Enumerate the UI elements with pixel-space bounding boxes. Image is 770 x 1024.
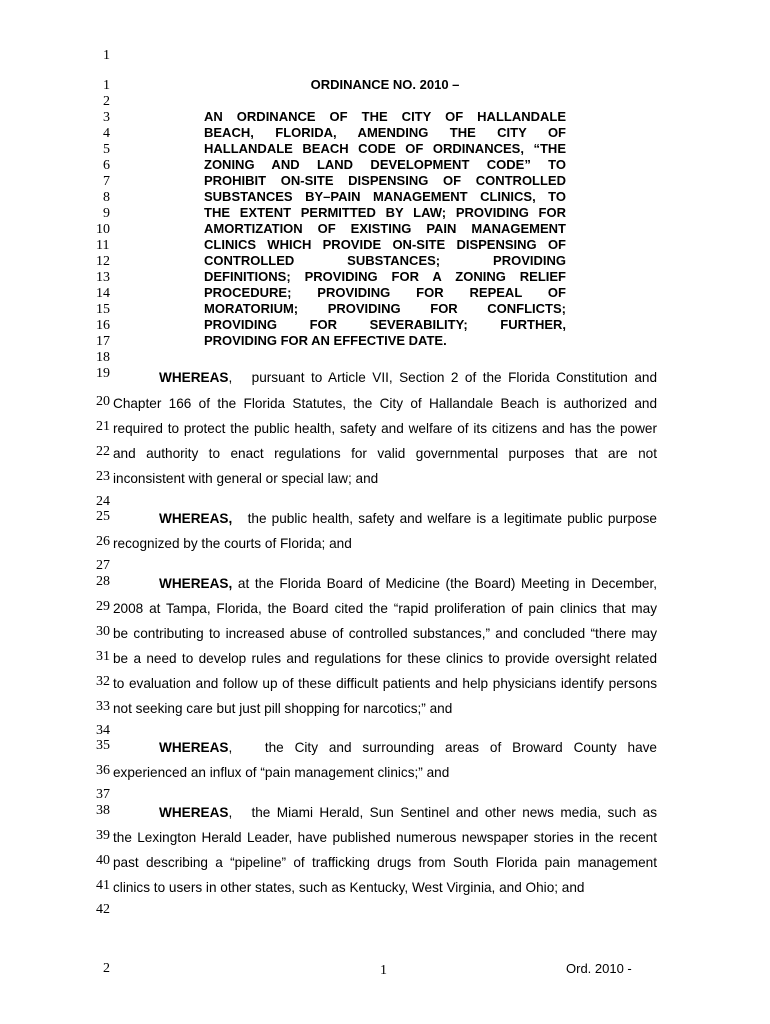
footer-ordinance-ref: Ord. 2010 - [566,961,632,976]
whereas-paragraph-2-line: recognized by the courts of Florida; and [113,536,352,551]
line-number: 42 [96,902,110,917]
whereas-label: WHEREAS, [159,576,233,591]
caption-line: PROVIDING FOR SEVERABILITY; FURTHER, [204,317,566,332]
line-number: 41 [96,878,110,893]
line-number: 11 [96,238,110,253]
caption-line: DEFINITIONS; PROVIDING FOR A ZONING RELIEF [204,269,566,284]
caption-line: AMORTIZATION OF EXISTING PAIN MANAGEMENT [204,221,566,236]
line-number: 8 [103,190,110,205]
line-number: 36 [96,763,110,778]
page-number: 1 [380,963,387,978]
line-number: 22 [96,444,110,459]
top-line-number: 1 [103,48,110,63]
ordinance-title: ORDINANCE NO. 2010 – [310,77,460,92]
whereas-paragraph-3-line: to evaluation and follow up of these difficult patients and help physicians identify persons [113,676,657,691]
line-number: 9 [103,206,110,221]
whereas-paragraph-3-line: WHEREAS, at the Florida Board of Medicine (the Board) Meeting in December, [159,576,657,591]
caption-line: SUBSTANCES BY–PAIN MANAGEMENT CLINICS, TO [204,189,566,204]
line-number: 31 [96,649,110,664]
caption-line: AN ORDINANCE OF THE CITY OF HALLANDALE [204,109,566,124]
line-number: 2 [103,94,110,109]
line-number: 37 [96,787,110,802]
caption-line: HALLANDALE BEACH CODE OF ORDINANCES, “THE [204,141,566,156]
line-number: 12 [96,254,110,269]
line-number: 28 [96,574,110,589]
caption-line: THE EXTENT PERMITTED BY LAW; PROVIDING FOR [204,205,566,220]
whereas-label: WHEREAS [159,805,229,820]
line-number: 32 [96,674,110,689]
whereas-label: WHEREAS, [159,511,233,526]
line-number: 19 [96,366,110,381]
footer-left-number: 2 [103,961,110,976]
line-number: 16 [96,318,110,333]
line-number: 23 [96,469,110,484]
whereas-paragraph-3-line: be contributing to increased abuse of controlled substances,” and concluded “there may [113,626,657,641]
line-number: 6 [103,158,110,173]
whereas-paragraph-5-line: clinics to users in other states, such as Kentucky, West Virginia, and Ohio; and [113,880,585,895]
line-number: 14 [96,286,110,301]
line-number: 34 [96,723,110,738]
line-number: 29 [96,599,110,614]
line-number: 35 [96,738,110,753]
line-number: 5 [103,142,110,157]
line-number: 39 [96,828,110,843]
whereas-label: WHEREAS [159,370,229,385]
whereas-paragraph-3-line: not seeking care but just pill shopping for narcotics;” and [113,701,453,716]
line-number: 10 [96,222,110,237]
line-number: 21 [96,419,110,434]
line-number: 26 [96,534,110,549]
line-number: 15 [96,302,110,317]
whereas-paragraph-3-line: be a need to develop rules and regulations for these clinics to provide oversight related [113,651,657,666]
whereas-paragraph-1-line: WHEREAS, pursuant to Article VII, Section 2 of the Florida Constitution and [159,370,658,385]
line-number: 17 [96,334,110,349]
whereas-paragraph-5-line: past describing a “pipeline” of trafficking drugs from South Florida pain management [113,855,657,870]
caption-line: BEACH, FLORIDA, AMENDING THE CITY OF [204,125,566,140]
whereas-paragraph-1-line: required to protect the public health, safety and welfare of its citizens and has the power [113,421,657,436]
caption-line: PROVIDING FOR AN EFFECTIVE DATE. [204,333,447,348]
whereas-paragraph-5-line: the Lexington Herald Leader, have published numerous newspaper stories in the recent [113,830,657,845]
line-number: 27 [96,558,110,573]
line-number: 18 [96,350,110,365]
line-number: 7 [103,174,110,189]
line-number: 38 [96,803,110,818]
caption-line: CLINICS WHICH PROVIDE ON-SITE DISPENSING OF [204,237,566,252]
line-number: 33 [96,699,110,714]
line-number: 4 [103,126,110,141]
caption-line: CONTROLLED SUBSTANCES; PROVIDING [204,253,566,268]
whereas-paragraph-1-line: inconsistent with general or special law; and [113,471,379,486]
line-number: 24 [96,494,110,509]
line-number: 13 [96,270,110,285]
line-number: 20 [96,394,110,409]
line-number: 3 [103,110,110,125]
caption-line: PROHIBIT ON-SITE DISPENSING OF CONTROLLED [204,173,566,188]
line-number: 30 [96,624,110,639]
whereas-label: WHEREAS [159,740,229,755]
whereas-paragraph-3-line: 2008 at Tampa, Florida, the Board cited the “rapid proliferation of pain clinics that may [113,601,657,616]
whereas-paragraph-4-line: WHEREAS, the City and surrounding areas of Broward County have [159,740,657,755]
whereas-paragraph-1-line: and authority to enact regulations for valid governmental purposes that are not [113,446,657,461]
caption-line: MORATORIUM; PROVIDING FOR CONFLICTS; [204,301,566,316]
whereas-paragraph-2-line: WHEREAS, the public health, safety and welfare is a legitimate public purpose [159,511,657,526]
line-number: 25 [96,509,110,524]
whereas-paragraph-5-line: WHEREAS, the Miami Herald, Sun Sentinel and other news media, such as [159,805,658,820]
caption-line: PROCEDURE; PROVIDING FOR REPEAL OF [204,285,566,300]
whereas-paragraph-1-line: Chapter 166 of the Florida Statutes, the City of Hallandale Beach is authorized and [113,396,657,411]
whereas-paragraph-4-line: experienced an influx of “pain management clinics;” and [113,765,450,780]
caption-line: ZONING AND LAND DEVELOPMENT CODE” TO [204,157,566,172]
line-number: 1 [103,78,110,93]
line-number: 40 [96,853,110,868]
